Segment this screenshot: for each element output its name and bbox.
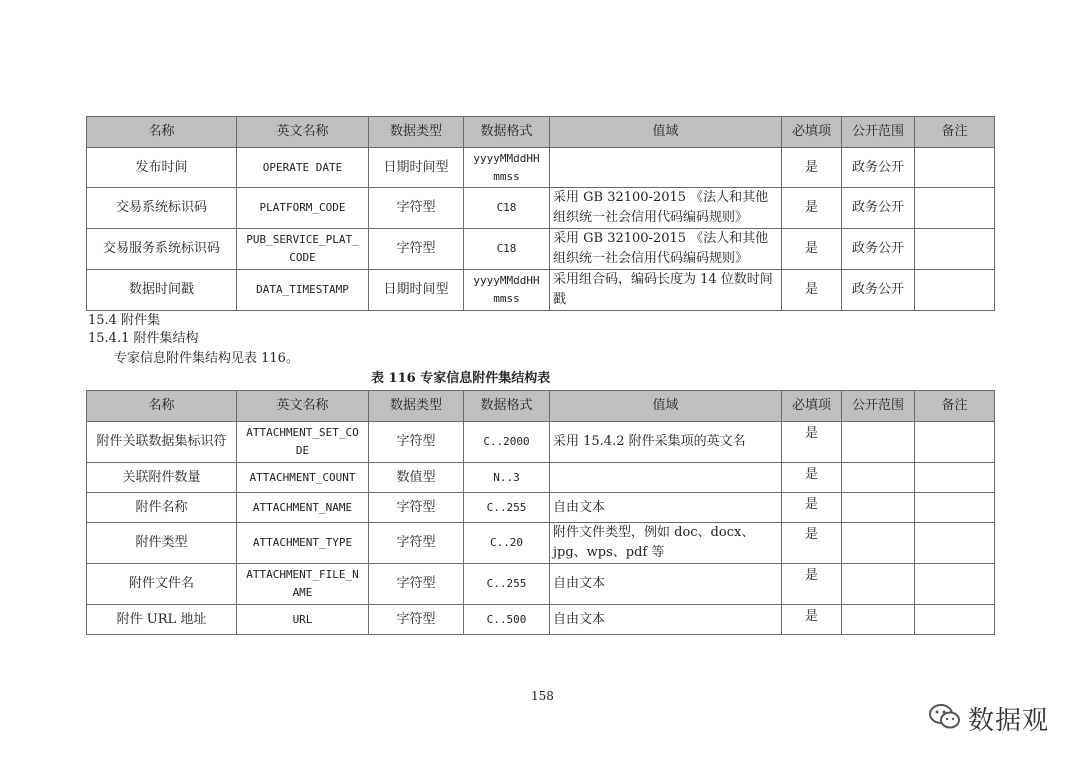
cell-name: 附件文件名: [87, 564, 237, 605]
cell-data-format: yyyyMMddHH mmss: [464, 270, 550, 311]
cell-remarks: [915, 270, 995, 311]
table-caption: 表 116 专家信息附件集结构表: [371, 371, 551, 386]
cell-remarks: [915, 605, 995, 635]
cell-remarks: [915, 493, 995, 523]
cell-required: 是: [782, 270, 842, 311]
cell-remarks: [915, 188, 995, 229]
cell-required: 是: [782, 422, 842, 463]
header-remarks: 备注: [915, 117, 995, 148]
table-row: [87, 564, 995, 605]
cell-value-domain: 附件文件类型，例如 doc、docx、jpg、wps、pdf 等: [550, 523, 782, 564]
cell-english-name: ATTACHMENT_NAME: [237, 493, 369, 523]
header-required: 必填项: [782, 391, 842, 422]
cell-english-name: PLATFORM_CODE: [237, 188, 369, 229]
table-116-header-row: [87, 391, 995, 422]
cell-disclosure-scope: [842, 564, 915, 605]
cell-value-domain: [550, 463, 782, 493]
cell-data-format: N..3: [464, 463, 550, 493]
cell-required: 是: [782, 229, 842, 270]
table-row: [87, 523, 995, 564]
cell-data-format: C..255: [464, 493, 550, 523]
cell-name: 交易系统标识码: [87, 188, 237, 229]
cell-value-domain: 自由文本: [550, 493, 782, 523]
cell-value-domain: 自由文本: [550, 605, 782, 635]
table-row: [87, 463, 995, 493]
cell-value-domain: 自由文本: [550, 564, 782, 605]
cell-english-name: ATTACHMENT_COUNT: [237, 463, 369, 493]
cell-data-format: yyyyMMddHH mmss: [464, 148, 550, 188]
cell-data-type: 日期时间型: [369, 270, 464, 311]
cell-disclosure-scope: [842, 463, 915, 493]
cell-disclosure-scope: 政务公开: [842, 188, 915, 229]
header-disclosure-scope: 公开范围: [842, 117, 915, 148]
cell-required: 是: [782, 188, 842, 229]
cell-required: 是: [782, 493, 842, 523]
cell-name: 数据时间戳: [87, 270, 237, 311]
header-data-format: 数据格式: [464, 117, 550, 148]
table-row: [87, 422, 995, 463]
cell-data-format: C..255: [464, 564, 550, 605]
cell-remarks: [915, 564, 995, 605]
cell-name: 附件名称: [87, 493, 237, 523]
cell-value-domain: 采用 15.4.2 附件采集项的英文名: [550, 422, 782, 463]
cell-name: 附件类型: [87, 523, 237, 564]
wechat-icon: [928, 702, 962, 736]
cell-required: 是: [782, 463, 842, 493]
cell-data-format: C..2000: [464, 422, 550, 463]
cell-disclosure-scope: [842, 523, 915, 564]
cell-remarks: [915, 148, 995, 188]
table-row: [87, 148, 995, 188]
cell-data-type: 字符型: [369, 564, 464, 605]
cell-value-domain: 采用 GB 32100-2015 《法人和其他组织统一社会信用代码编码规则》: [550, 229, 782, 270]
cell-remarks: [915, 422, 995, 463]
cell-data-type: 数值型: [369, 463, 464, 493]
cell-data-format: C..20: [464, 523, 550, 564]
cell-disclosure-scope: 政务公开: [842, 229, 915, 270]
header-data-format: 数据格式: [464, 391, 550, 422]
cell-value-domain: 采用 GB 32100-2015 《法人和其他组织统一社会信用代码编码规则》: [550, 188, 782, 229]
table-row: [87, 188, 995, 229]
cell-name: 附件 URL 地址: [87, 605, 237, 635]
table-row: [87, 605, 995, 635]
cell-data-format: C..500: [464, 605, 550, 635]
cell-data-type: 字符型: [369, 188, 464, 229]
cell-data-type: 字符型: [369, 523, 464, 564]
cell-required: 是: [782, 523, 842, 564]
table-row: [87, 493, 995, 523]
section-heading-15-4-1: 15.4.1 附件集结构: [88, 331, 199, 346]
intro-paragraph: 专家信息附件集结构见表 116。: [114, 351, 299, 366]
header-disclosure-scope: 公开范围: [842, 391, 915, 422]
cell-data-format: C18: [464, 229, 550, 270]
section-heading-15-4: 15.4 附件集: [88, 313, 161, 328]
table-1: [86, 116, 995, 311]
cell-english-name: URL: [237, 605, 369, 635]
cell-name: 附件关联数据集标识符: [87, 422, 237, 463]
table-row: [87, 270, 995, 311]
cell-english-name: ATTACHMENT_TYPE: [237, 523, 369, 564]
cell-disclosure-scope: [842, 493, 915, 523]
cell-data-type: 字符型: [369, 422, 464, 463]
cell-name: 关联附件数量: [87, 463, 237, 493]
header-name: 名称: [87, 117, 237, 148]
cell-value-domain: 采用组合码，编码长度为 14 位数时间戳: [550, 270, 782, 311]
watermark: [928, 700, 1049, 737]
cell-english-name: DATA_TIMESTAMP: [237, 270, 369, 311]
cell-english-name: ATTACHMENT_FILE_N AME: [237, 564, 369, 605]
cell-english-name: ATTACHMENT_SET_CO DE: [237, 422, 369, 463]
cell-required: 是: [782, 605, 842, 635]
cell-data-type: 字符型: [369, 229, 464, 270]
cell-data-type: 字符型: [369, 605, 464, 635]
cell-remarks: [915, 523, 995, 564]
cell-english-name: OPERATE DATE: [237, 148, 369, 188]
header-name: 名称: [87, 391, 237, 422]
cell-name: 发布时间: [87, 148, 237, 188]
cell-data-type: 日期时间型: [369, 148, 464, 188]
header-english-name: 英文名称: [237, 117, 369, 148]
cell-remarks: [915, 463, 995, 493]
header-required: 必填项: [782, 117, 842, 148]
cell-value-domain: [550, 148, 782, 188]
cell-disclosure-scope: [842, 605, 915, 635]
header-data-type: 数据类型: [369, 391, 464, 422]
header-value-domain: 值域: [550, 391, 782, 422]
table-116: [86, 390, 995, 635]
header-remarks: 备注: [915, 391, 995, 422]
cell-disclosure-scope: 政务公开: [842, 270, 915, 311]
cell-data-type: 字符型: [369, 493, 464, 523]
header-data-type: 数据类型: [369, 117, 464, 148]
cell-required: 是: [782, 564, 842, 605]
cell-english-name: PUB_SERVICE_PLAT_ CODE: [237, 229, 369, 270]
cell-name: 交易服务系统标识码: [87, 229, 237, 270]
cell-data-format: C18: [464, 188, 550, 229]
cell-remarks: [915, 229, 995, 270]
table-row: [87, 229, 995, 270]
header-value-domain: 值域: [550, 117, 782, 148]
header-english-name: 英文名称: [237, 391, 369, 422]
page-number: 158: [531, 689, 554, 703]
table-1-header-row: [87, 117, 995, 148]
cell-disclosure-scope: [842, 422, 915, 463]
cell-disclosure-scope: 政务公开: [842, 148, 915, 188]
watermark-text: 数据观: [968, 706, 1050, 736]
cell-required: 是: [782, 148, 842, 188]
